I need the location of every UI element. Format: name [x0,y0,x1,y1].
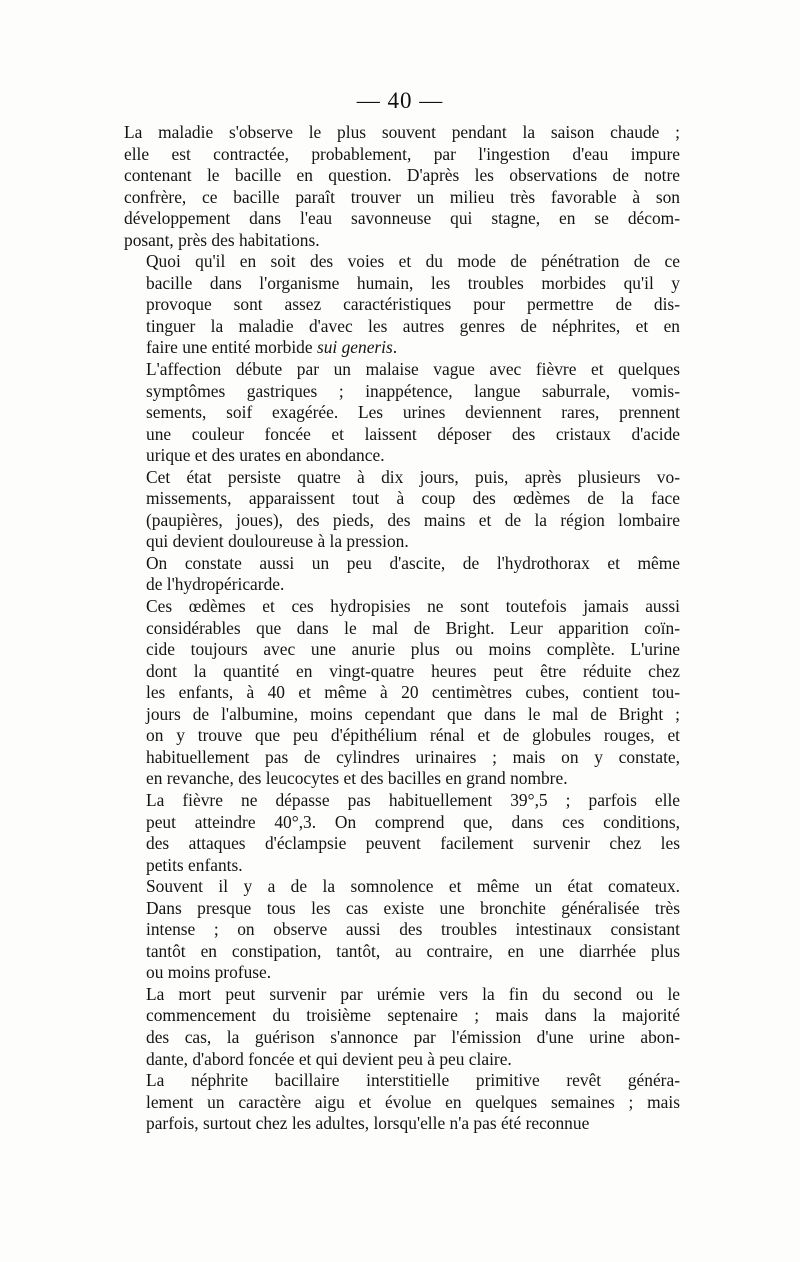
paragraph [124,251,680,359]
text-line: elle est contractée, probablement, par l'ingestion d'eau impure [124,143,680,164]
text-line: en revanche, des leucocytes et des bacilles en grand nombre. [146,768,568,789]
text-line: faire une entité morbide sui generis. [146,337,398,358]
text-line: La fièvre ne dépasse pas habituellement 39°,5 ; parfois elle [146,789,680,810]
text-line: urique et des urates en abondance. [146,445,385,466]
text-line: commencement du troisième septenaire ; mais dans la majorité [146,1005,680,1026]
page-number: — 40 — [356,88,444,113]
text-line: Dans presque tous les cas existe une bronchite généralisée très [146,897,680,918]
text-line: développement dans l'eau savonneuse qui stagne, en se décom- [124,208,680,229]
text-line: La maladie s'observe le plus souvent pendant la saison chaude ; [124,122,680,142]
paragraph [124,596,680,790]
text-line: ou moins profuse. [146,962,272,983]
paragraph [124,1070,680,1135]
text-line: La néphrite bacillaire interstitielle primitive revêt généra- [146,1070,680,1091]
text-line: dante, d'abord foncée et qui devient peu à peu claire. [146,1048,512,1069]
text-line: On constate aussi un peu d'ascite, de l'hydrothorax et même [146,552,680,573]
text-line: petits enfants. [146,854,243,875]
text-line: bacille dans l'organisme humain, les troubles morbides qu'il y [146,272,680,293]
paragraph [124,122,680,251]
text-line: cide toujours avec une anurie plus ou moins complète. L'urine [146,639,680,660]
text-line: (paupières, joues), des pieds, des mains et de la région lombaire [146,509,680,530]
paragraph [124,790,680,876]
text-line: Cet état persiste quatre à dix jours, puis, après plusieurs vo- [146,466,680,487]
text-line: symptômes gastriques ; inappétence, langue saburrale, vomis- [146,380,680,401]
text-line: des cas, la guérison s'annonce par l'émission d'une urine abon- [146,1026,680,1047]
text-line: L'affection débute par un malaise vague avec fièvre et quelques [146,359,680,380]
body-text [124,122,680,1135]
text-line: parfois, surtout chez les adultes, lorsqu'elle n'a pas été reconnue [146,1113,590,1134]
text-line: sements, soif exagérée. Les urines deviennent rares, prennent [146,402,680,423]
text-line: une couleur foncée et laissent déposer des cristaux d'acide [146,423,680,444]
text-line: contenant le bacille en question. D'après les observations de notre [124,165,680,186]
text-line: les enfants, à 40 et même à 20 centimètres cubes, contient tou- [146,682,680,703]
text-line: Souvent il y a de la somnolence et même un état comateux. [146,876,680,897]
text-line: peut atteindre 40°,3. On comprend que, dans ces conditions, [146,811,680,832]
text-line: dont la quantité en vingt-quatre heures peut être réduite chez [146,660,680,681]
text-line: habituellement pas de cylindres urinaires ; mais on y constate, [146,746,680,767]
text-line: considérables que dans le mal de Bright. Leur apparition coïn- [146,617,680,638]
text-line: missements, apparaissent tout à coup des œdèmes de la face [146,488,680,509]
text-line: tinguer la maladie d'avec les autres genres de néphrites, et en [146,315,680,336]
text-line: La mort peut survenir par urémie vers la fin du second ou le [146,983,680,1004]
text-line: provoque sont assez caractéristiques pour permettre de dis- [146,294,680,315]
text-line: qui devient douloureuse à la pression. [146,531,409,552]
text-line: des attaques d'éclampsie peuvent facilement survenir chez les [146,833,680,854]
paragraph [124,359,680,467]
text-line: posant, près des habitations. [124,229,320,250]
text-line: intense ; on observe aussi des troubles intestinaux consistant [146,919,680,940]
text-line: Quoi qu'il en soit des voies et du mode de pénétration de ce [146,251,680,272]
paragraph [124,876,680,984]
text-line: Ces œdèmes et ces hydropisies ne sont toutefois jamais aussi [146,596,680,617]
text-line: on y trouve que peu d'épithélium rénal et de globules rouges, et [146,725,680,746]
text-line: lement un caractère aigu et évolue en quelques semaines ; mais [146,1091,680,1112]
paragraph [124,467,680,553]
paragraph [124,984,680,1070]
text-line: confrère, ce bacille paraît trouver un milieu très favorable à son [124,186,680,207]
paragraph [124,553,680,596]
text-line: jours de l'albumine, moins cependant que dans le mal de Bright ; [146,703,680,724]
text-line: de l'hydropéricarde. [146,574,285,595]
italic-phrase: sui generis [316,337,393,358]
text-line: tantôt en constipation, tantôt, au contraire, en une diarrhée plus [146,940,680,961]
